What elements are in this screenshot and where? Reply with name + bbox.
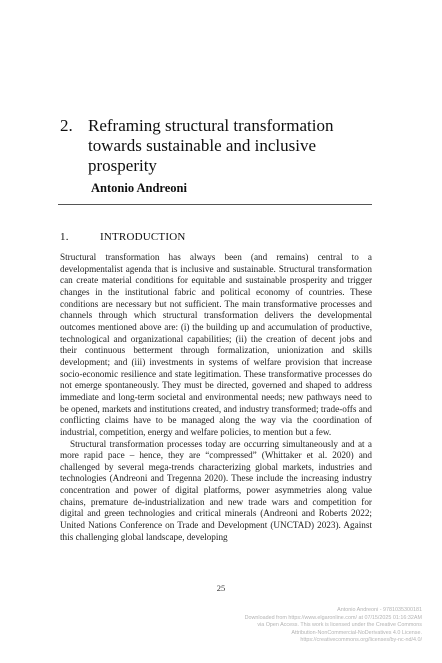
chapter-title: Reframing structural transformation towards sustainable and inclusive prosperity bbox=[88, 116, 334, 175]
download-watermark bbox=[192, 607, 422, 645]
paragraph: Structural transformation has always been (and remains) central to a developmentalist agenda that is inclusive and sustainable. Structural transformation can create material conditions for equitable and sustainable prosperity and trigger changes in the institutional fabric and political economy of countries. These conditions are necessary but not sufficient. The main transformative processes and channels through which structural transformation delivers the developmental outcomes mentioned above are: (i) the building up and accumulation of productive, technological and organizational capabilities; (ii) the creation of decent jobs and their continuous betterment through formalization, unionization and skills development; and (iii) investments in systems of welfare provision that increase socio-economic resilience and state legitimation. These transformative processes do not emerge spontaneously. They must be directed, governed and shaped to address immediate and long-term societal and environmental needs; new pathways need to be opened, markets and institutions created, and industry transformed; trade-offs and conflicting claims have to be managed along the way via the coordination of industrial, competition, energy and welfare policies, to mention but a few. bbox=[60, 252, 372, 437]
watermark-line: via Open Access. This work is licensed under the Creative Commons bbox=[257, 622, 422, 629]
title-divider bbox=[58, 204, 372, 205]
watermark-line: Attribution-NonCommercial-NoDerivatives 4.0 License. bbox=[291, 629, 422, 636]
chapter-author: Antonio Andreoni bbox=[91, 181, 187, 195]
chapter-heading bbox=[60, 116, 380, 176]
watermark-line: Downloaded from https://www.elgaronline.com/ at 07/15/2025 01:16:32AM bbox=[244, 614, 422, 621]
section-number: 1. bbox=[60, 231, 69, 243]
paragraph: Structural transformation processes today are occurring simultaneously and at a more rapid pace – hence, they are “compressed” (Whittaker et al. 2020) and challenged by several mega-trends characterizing global markets, industries and technologies (Andreoni and Tregenna 2020). These include the increasing industry concentration and power of digital platforms, power asymmetries along value chains, premature de-industrialization and new trade wars and competition for digital and green technologies and critical minerals (Andreoni and Roberts 2022; United Nations Conference on Trade and Development (UNCTAD) 2023). Against this challenging global landscape, developing bbox=[60, 438, 372, 542]
section-title: INTRODUCTION bbox=[100, 231, 186, 243]
watermark-line: https://creativecommons.org/licenses/by-nc-nd/4.0/ bbox=[300, 637, 422, 644]
chapter-number: 2. bbox=[60, 116, 73, 135]
watermark-line: Antonio Andreoni - 9781035300181 bbox=[337, 607, 422, 613]
page-number: 25 bbox=[216, 583, 226, 593]
body-text bbox=[60, 252, 372, 543]
section-heading bbox=[60, 231, 186, 243]
